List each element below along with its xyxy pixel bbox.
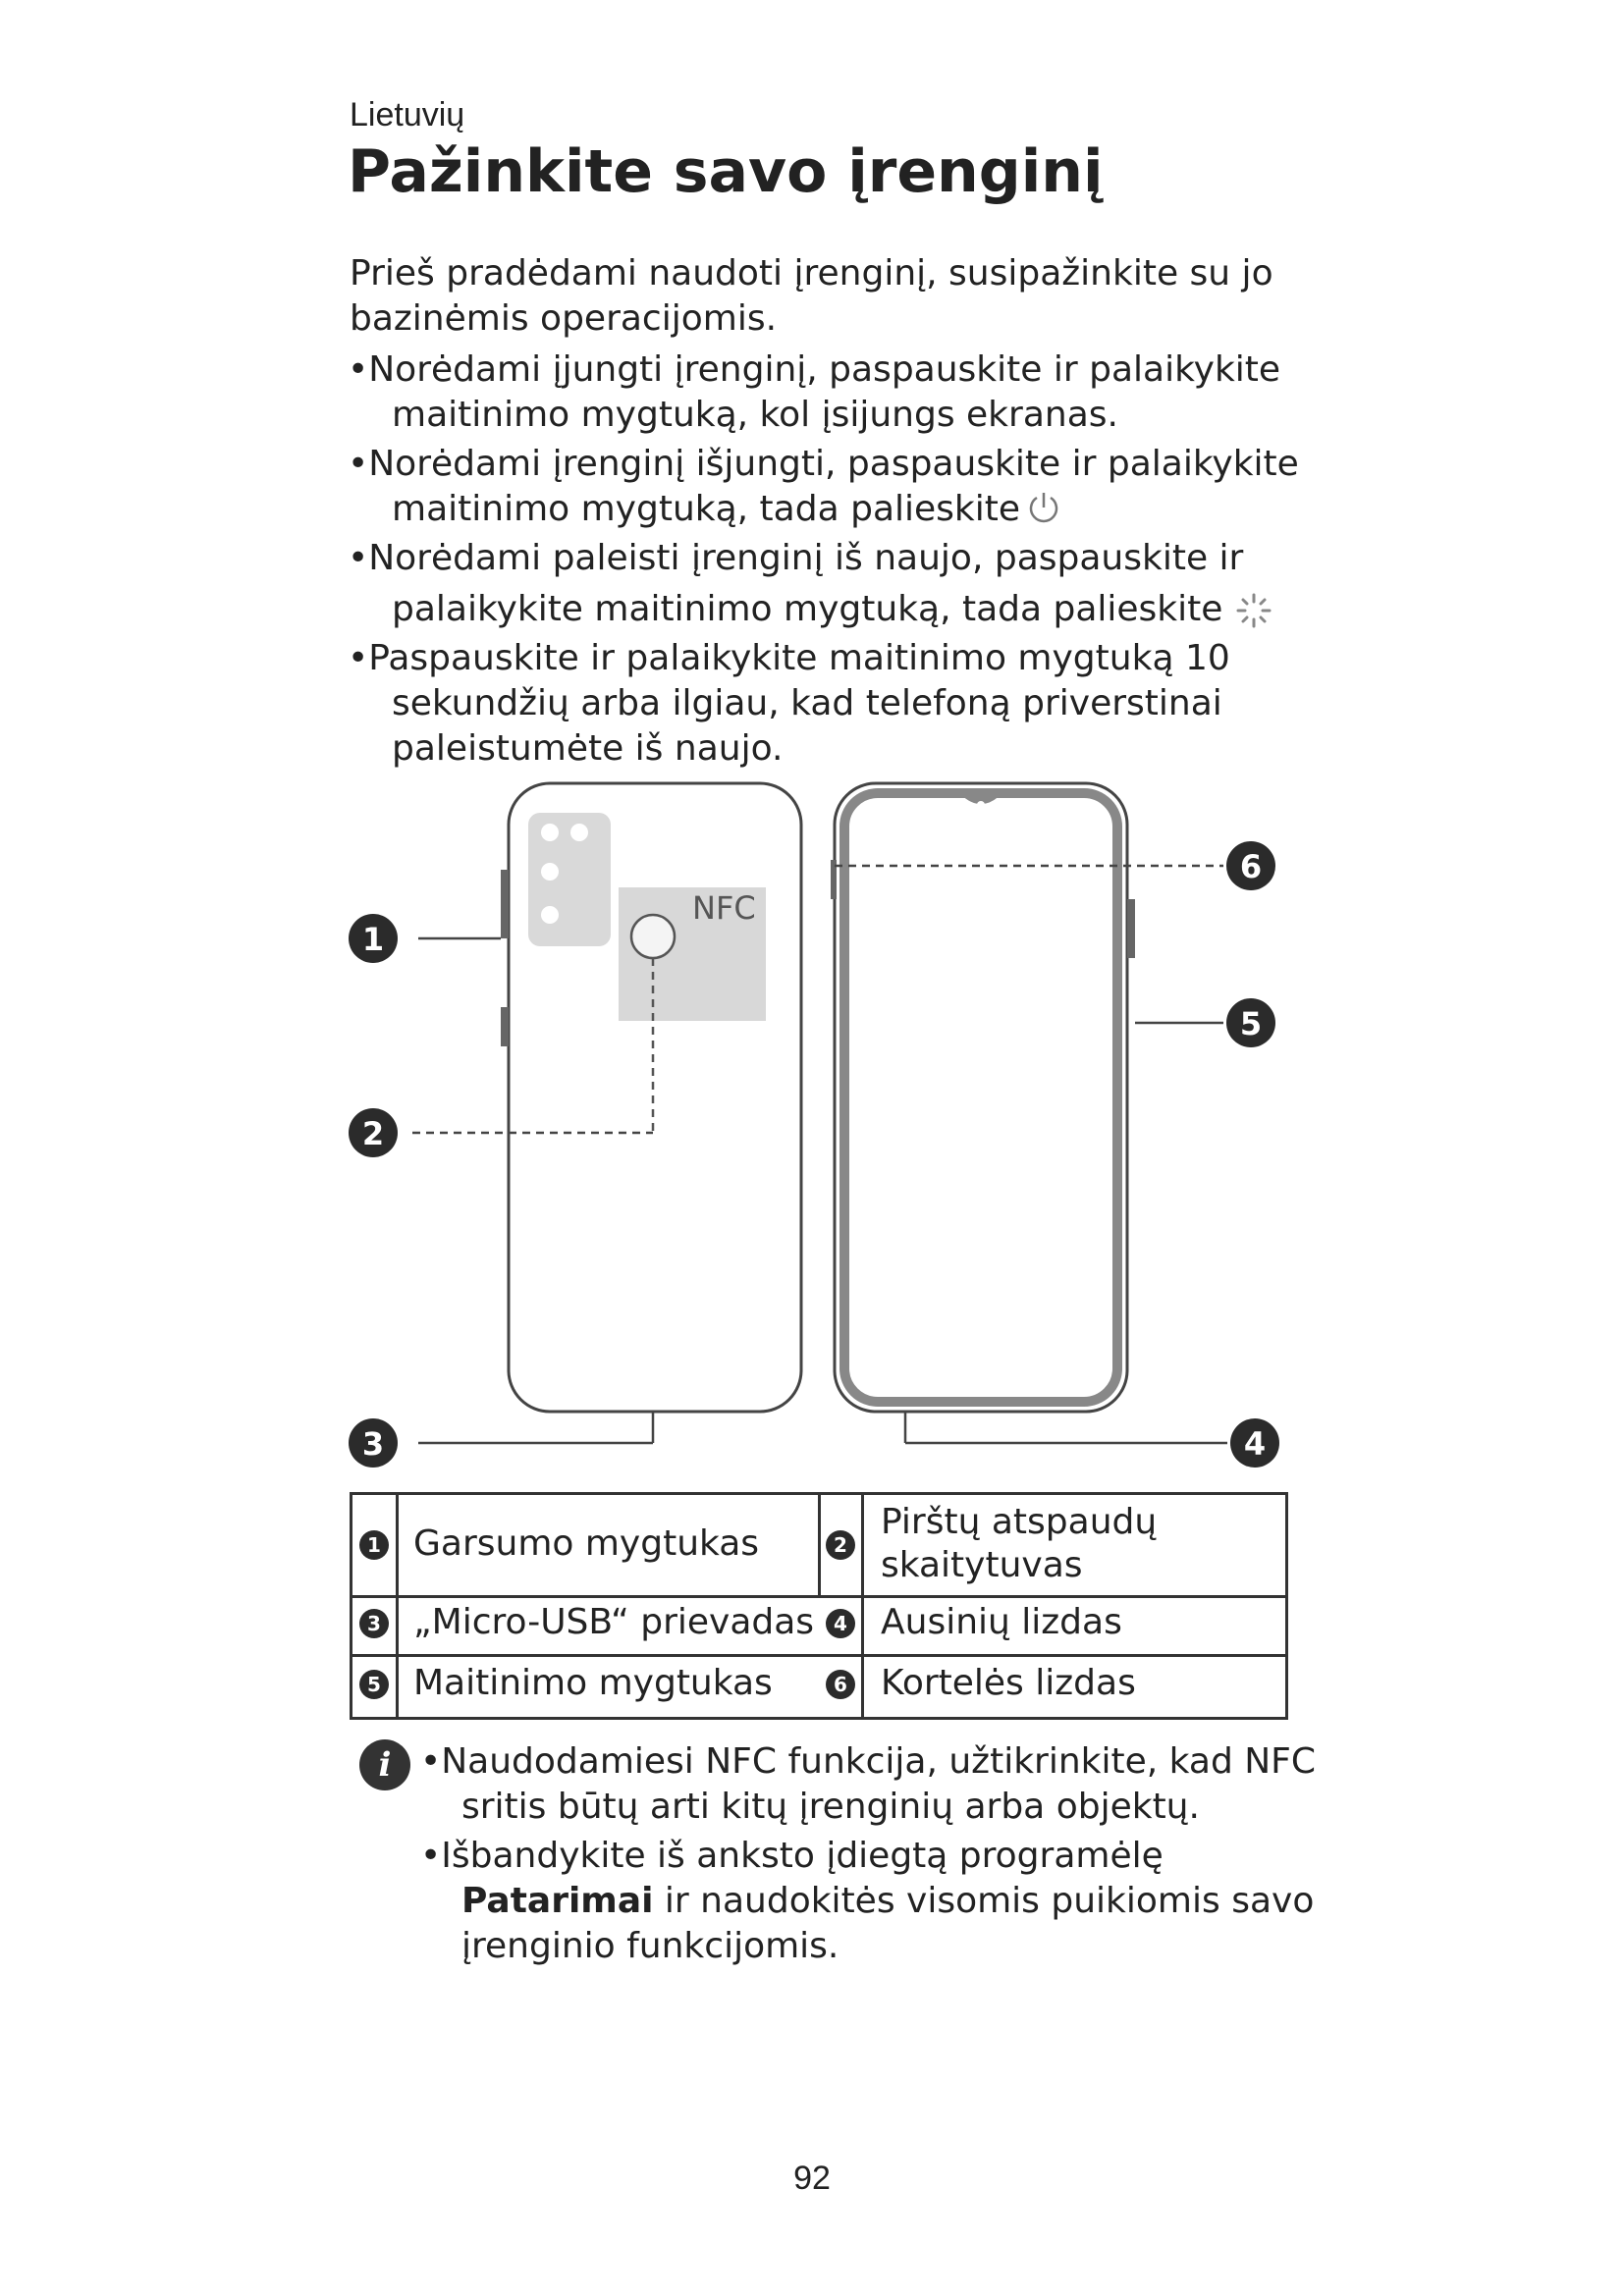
intro-line: Prieš pradėdami naudoti įrenginį, susipažinkite su jo	[350, 253, 1273, 294]
phone-back-illustration	[501, 783, 801, 1443]
bullet-text: paleistumėte iš naujo.	[392, 728, 784, 769]
phone-front-illustration	[831, 783, 1135, 1443]
bullet-text: Norėdami įrenginį išjungti, paspauskite ir palaikykite	[368, 444, 1299, 484]
bullet-force-restart	[348, 636, 1230, 772]
svg-text:4: 4	[1243, 1425, 1267, 1463]
note-nfc	[420, 1739, 1316, 1830]
svg-text:1: 1	[361, 921, 385, 958]
language-label: Lietuvių	[350, 96, 465, 133]
svg-text:6: 6	[1239, 848, 1263, 885]
note-text: sritis būtų arti kitų įrenginių arba objektų.	[461, 1787, 1200, 1827]
parts-table	[350, 1492, 1288, 1720]
table-row-number: 1	[359, 1530, 389, 1560]
bullet-dot: •	[420, 1741, 442, 1782]
bullet-dot: •	[348, 538, 369, 578]
svg-text:2: 2	[361, 1115, 385, 1152]
table-cell-label: skaitytuvas	[881, 1545, 1083, 1585]
table-divider	[396, 1495, 399, 1717]
bullet-dot: •	[348, 349, 369, 390]
callout-2	[349, 1108, 398, 1157]
bullet-dot: •	[348, 444, 369, 484]
note-text: įrenginio funkcijomis.	[461, 1926, 839, 1966]
table-divider	[352, 1595, 1285, 1598]
device-diagram	[334, 772, 1316, 1478]
note-text: Išbandykite iš anksto įdiegtą programėlę	[441, 1836, 1164, 1876]
table-cell-label: Garsumo mygtukas	[413, 1523, 760, 1564]
callout-6	[1226, 841, 1275, 890]
table-row-number: 6	[826, 1670, 855, 1699]
callout-1	[349, 914, 398, 963]
power-icon	[1024, 488, 1063, 527]
nfc-label: NFC	[692, 889, 756, 927]
bullet-dot: •	[420, 1836, 442, 1876]
note-tips	[420, 1834, 1314, 1969]
bullet-dot: •	[348, 638, 369, 678]
table-row-number: 4	[826, 1609, 855, 1638]
table-cell-label: „Micro-USB“ prievadas	[413, 1602, 815, 1642]
intro-line: bazinėmis operacijomis.	[350, 298, 778, 339]
table-divider	[352, 1654, 1285, 1657]
note-text: ir naudokitės visomis puikiomis savo	[653, 1881, 1315, 1921]
page-title: Pažinkite savo įrenginį	[348, 137, 1104, 206]
svg-text:3: 3	[361, 1425, 385, 1463]
page-number: 92	[793, 2160, 831, 2197]
table-cell-label: Pirštų atspaudų	[881, 1502, 1158, 1542]
table-divider	[861, 1495, 864, 1717]
bullet-power-off	[348, 442, 1299, 532]
callout-3	[349, 1418, 398, 1468]
table-cell-label: Maitinimo mygtukas	[413, 1663, 773, 1703]
table-divider	[818, 1495, 821, 1595]
table-row-number: 2	[826, 1530, 855, 1560]
bullet-text: maitinimo mygtuką, tada palieskite	[392, 489, 1021, 529]
table-row-number: 5	[359, 1670, 389, 1699]
note-text: Naudodamiesi NFC funkcija, užtikrinkite, kad NFC	[441, 1741, 1317, 1782]
intro-paragraph	[350, 251, 1273, 342]
svg-text:5: 5	[1239, 1005, 1263, 1042]
callout-5	[1226, 998, 1275, 1047]
info-icon: i	[359, 1739, 410, 1790]
table-row-number: 3	[359, 1609, 389, 1638]
bullet-text: maitinimo mygtuką, kol įsijungs ekranas.	[392, 395, 1118, 435]
callout-4	[1230, 1418, 1279, 1468]
table-cell-label: Ausinių lizdas	[881, 1602, 1122, 1642]
bullet-text: sekundžių arba ilgiau, kad telefoną priverstinai	[392, 683, 1222, 723]
bullet-text: Norėdami paleisti įrenginį iš naujo, paspauskite ir	[368, 538, 1244, 578]
table-cell-label: Kortelės lizdas	[881, 1663, 1136, 1703]
bullet-restart	[348, 536, 1275, 632]
bullet-text: Norėdami įjungti įrenginį, paspauskite ir palaikykite	[368, 349, 1281, 390]
bullet-text: Paspauskite ir palaikykite maitinimo mygtuką 10	[368, 638, 1230, 678]
bullet-power-on	[348, 347, 1280, 438]
restart-icon	[1232, 589, 1275, 632]
bullet-text: palaikykite maitinimo mygtuką, tada palieskite	[392, 589, 1223, 629]
tips-app-name: Patarimai	[461, 1881, 654, 1921]
